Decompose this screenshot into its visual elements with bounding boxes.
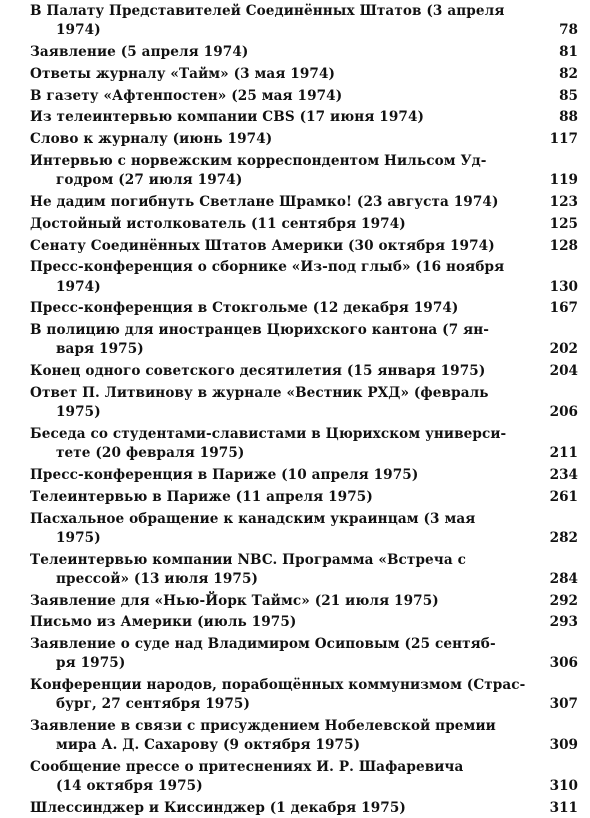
toc-entry: [30, 758, 578, 796]
toc-entry-title: [30, 2, 534, 40]
toc-entry-title: [30, 258, 534, 296]
toc-entry: [30, 152, 578, 190]
toc-entry-title: [30, 425, 534, 463]
toc-entry-page-number: 123: [549, 193, 578, 210]
toc-entry-title-line: Беседа со студентами-славистами в Цюрихском универси-: [30, 425, 507, 442]
toc-entry-title-line: В полицию для иностранцев Цюрихского кантона (7 ян-: [30, 322, 490, 339]
toc-entry: [30, 87, 578, 106]
toc-entry-title-line: Сенату Соединённых Штатов Америки (30 октября 1974): [30, 237, 495, 254]
toc-entry-page-number: 128: [549, 237, 578, 254]
toc-entry-title-line: В Палату Представителей Соединённых Штатов (3 апреля: [30, 3, 505, 19]
toc-entry-title-line: (14 октября 1975): [56, 778, 203, 795]
toc-entry-title: [30, 362, 534, 381]
toc-entry-title-line: Заявление о суде над Владимиром Осиповым (25 сентяб-: [30, 636, 496, 653]
toc-entry: [30, 321, 578, 359]
toc-entry-page-number: 125: [549, 215, 578, 232]
toc-entry-title-line: варя 1975): [56, 341, 144, 358]
toc-entry-page-number: 307: [549, 696, 578, 713]
toc-entry-title-line: Ответ П. Литвинову в журнале «Вестник РХД» (февраль: [30, 384, 489, 401]
toc-entry-title-line: Шлессинджер и Киссинджер (1 декабря 1975): [30, 800, 406, 817]
toc-entry-title: [30, 717, 534, 755]
toc-entry: [30, 510, 578, 548]
toc-entry: [30, 215, 578, 234]
toc-entry-title-line: 1975): [56, 404, 101, 421]
toc-entry-title: [30, 130, 534, 149]
toc-entry: [30, 2, 578, 40]
table-of-contents: [30, 2, 578, 818]
toc-entry-title: [30, 108, 534, 127]
toc-entry-page-number: 293: [549, 614, 578, 631]
toc-entry-title-line: Из телеинтервью компании CBS (17 июня 1974): [30, 109, 425, 126]
toc-entry-title-line: Пасхальное обращение к канадским украинцам (3 мая: [30, 510, 476, 527]
toc-entry: [30, 237, 578, 256]
toc-entry-title: [30, 592, 534, 611]
toc-entry-title-line: Достойный истолкователь (11 сентября 1974): [30, 215, 406, 232]
toc-entry-title: [30, 299, 534, 318]
toc-entry-title-line: Конференции народов, порабощённых коммунизмом (Страс-: [30, 677, 526, 694]
toc-entry-page-number: 284: [549, 570, 578, 587]
toc-entry: [30, 65, 578, 84]
toc-entry-page-number: 310: [549, 778, 578, 795]
toc-entry-title: [30, 466, 534, 485]
toc-entry: [30, 488, 578, 507]
toc-entry-page-number: 206: [549, 404, 578, 421]
toc-entry-title: [30, 384, 534, 422]
toc-entry-page-number: 117: [549, 131, 578, 148]
toc-entry-page-number: 130: [549, 278, 578, 295]
toc-entry: [30, 592, 578, 611]
toc-entry-title-line: Письмо из Америки (июль 1975): [30, 614, 297, 631]
toc-entry-title-line: 1975): [56, 529, 101, 546]
toc-entry-title-line: бург, 27 сентября 1975): [56, 696, 250, 713]
toc-entry: [30, 362, 578, 381]
toc-entry-title: [30, 87, 534, 106]
toc-entry: [30, 425, 578, 463]
toc-entry-title: [30, 613, 534, 632]
toc-entry-title-line: Не дадим погибнуть Светлане Шрамко! (23 августа 1974): [30, 193, 499, 210]
toc-entry-title: [30, 551, 534, 589]
toc-entry-title-line: Пресс-конференция в Стокгольме (12 декабря 1974): [30, 300, 459, 317]
toc-entry-title-line: Интервью с норвежским корреспондентом Нильсом Уд-: [30, 152, 487, 169]
toc-entry-title: [30, 799, 534, 818]
toc-entry-title-line: Телеинтервью в Париже (11 апреля 1975): [30, 488, 373, 505]
toc-entry: [30, 676, 578, 714]
toc-entry-page-number: 309: [549, 737, 578, 754]
toc-entry-title-line: Слово к журналу (июнь 1974): [30, 131, 273, 148]
toc-entry: [30, 384, 578, 422]
toc-entry-title: [30, 321, 534, 359]
toc-entry-page-number: 119: [549, 172, 578, 189]
toc-entry-title: [30, 65, 534, 84]
toc-entry-title: [30, 758, 534, 796]
toc-entry: [30, 193, 578, 212]
toc-entry-page-number: 202: [549, 341, 578, 358]
toc-entry-title-line: Сообщение прессе о притеснениях И. Р. Шафаревича: [30, 759, 464, 776]
toc-entry-page-number: 78: [559, 22, 578, 39]
toc-entry-title: [30, 510, 534, 548]
toc-entry-title-line: Заявление в связи с присуждением Нобелевской премии: [30, 718, 496, 735]
toc-entry: [30, 613, 578, 632]
toc-entry-page-number: 204: [549, 363, 578, 380]
toc-entry-title-line: Конец одного советского десятилетия (15 января 1975): [30, 363, 486, 380]
toc-entry-title: [30, 215, 534, 234]
toc-entry: [30, 43, 578, 62]
toc-entry-title: [30, 635, 534, 673]
toc-entry-page-number: 88: [559, 109, 578, 126]
toc-entry-title-line: Пресс-конференция в Париже (10 апреля 1975): [30, 466, 419, 483]
toc-entry-page-number: 167: [549, 300, 578, 317]
toc-entry: [30, 635, 578, 673]
toc-entry-title-line: Ответы журналу «Тайм» (3 мая 1974): [30, 65, 336, 82]
toc-entry-title-line: прессой» (13 июля 1975): [56, 570, 259, 587]
toc-entry-page-number: 261: [549, 488, 578, 505]
toc-entry: [30, 717, 578, 755]
toc-entry: [30, 108, 578, 127]
toc-entry: [30, 551, 578, 589]
toc-entry-title-line: 1974): [56, 278, 101, 295]
toc-entry-title-line: Заявление для «Нью-Йорк Таймс» (21 июля 1975): [30, 592, 439, 609]
toc-entry-title-line: 1974): [56, 22, 101, 39]
toc-entry-page-number: 82: [559, 65, 578, 82]
toc-entry-title: [30, 488, 534, 507]
toc-entry-page-number: 234: [549, 466, 578, 483]
toc-entry-title: [30, 676, 541, 714]
toc-entry-title: [30, 237, 534, 256]
toc-entry-title-line: мира А. Д. Сахарову (9 октября 1975): [56, 737, 361, 754]
toc-entry: [30, 299, 578, 318]
toc-entry-title-line: ря 1975): [56, 655, 126, 672]
toc-entry-title: [30, 43, 534, 62]
toc-entry-title-line: В газету «Афтенпостен» (25 мая 1974): [30, 87, 343, 104]
toc-entry-page-number: 306: [549, 655, 578, 672]
toc-entry-page-number: 81: [559, 44, 578, 60]
toc-entry: [30, 130, 578, 149]
toc-entry: [30, 799, 578, 818]
toc-entry: [30, 466, 578, 485]
toc-entry-page-number: 85: [559, 87, 578, 104]
toc-entry-title-line: тете (20 февраля 1975): [56, 445, 245, 462]
toc-entry-page-number: 282: [549, 529, 578, 546]
toc-entry-title-line: Пресс-конференция о сборнике «Из-под глыб» (16 ноября: [30, 259, 505, 276]
toc-entry-title: [30, 193, 534, 212]
toc-entry-title-line: Телеинтервью компании NBC. Программа «Встреча с: [30, 551, 466, 568]
toc-entry-page-number: 292: [549, 592, 578, 609]
toc-entry-title-line: годром (27 июля 1974): [56, 172, 243, 189]
toc-entry-page-number: 211: [549, 445, 578, 462]
toc-entry: [30, 258, 578, 296]
toc-entry-title: [30, 152, 534, 190]
toc-entry-title-line: Заявление (5 апреля 1974): [30, 44, 249, 60]
toc-entry-page-number: 311: [549, 800, 578, 817]
